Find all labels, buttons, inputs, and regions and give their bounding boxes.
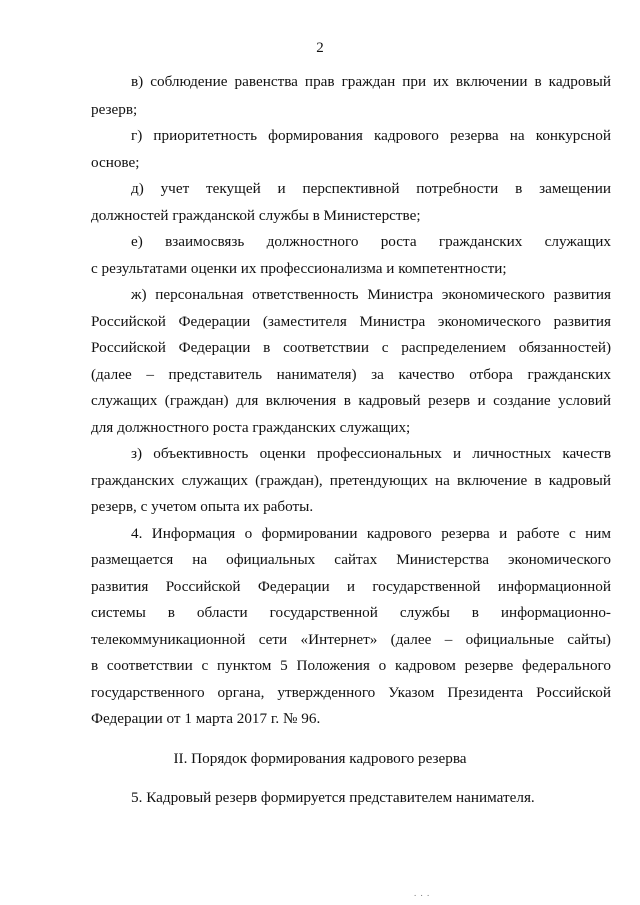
paragraph-4-line-5: телекоммуникационной сети «Интернет» (далее – официальные сайты)	[91, 631, 611, 648]
paragraph-zh-line-3: Российской Федерации в соответствии с распределением обязанностей)	[91, 339, 611, 356]
paragraph-5-line-1: 5. Кадровый резерв формируется представителем нанимателя.	[131, 789, 535, 806]
paragraph-v-line-1: в) соблюдение равенства прав граждан при их включении в кадровый	[131, 73, 611, 90]
paragraph-z-line-2: гражданских служащих (граждан), претендующих на включение в кадровый	[91, 472, 611, 489]
paragraph-zh-line-1: ж) персональная ответственность Министра экономического развития	[131, 286, 611, 303]
page-number: 2	[316, 40, 324, 56]
paragraph-g-line-2: основе;	[91, 154, 140, 171]
paragraph-zh-line-5: служащих (граждан) для включения в кадровый резерв и создание условий	[91, 392, 611, 409]
footer-mark: . . .	[414, 888, 431, 898]
paragraph-e-line-1: е) взаимосвязь должностного роста гражданских служащих	[131, 233, 611, 250]
paragraph-4-line-1: 4. Информация о формировании кадрового резерва и работе с ним	[131, 525, 611, 542]
paragraph-4-line-8: Федерации от 1 марта 2017 г. № 96.	[91, 710, 321, 727]
paragraph-d-line-1: д) учет текущей и перспективной потребности в замещении	[131, 180, 611, 197]
paragraph-4-line-6: в соответствии с пунктом 5 Положения о кадровом резерве федерального	[91, 657, 611, 674]
paragraph-4-line-7: государственного органа, утвержденного Указом Президента Российской	[91, 684, 611, 701]
paragraph-zh-line-6: для должностного роста гражданских служащих;	[91, 419, 411, 436]
paragraph-g-line-1: г) приоритетность формирования кадрового резерва на конкурсной	[131, 127, 611, 144]
section-heading: II. Порядок формирования кадрового резерва	[173, 750, 467, 767]
paragraph-d-line-2: должностей гражданской службы в Министерстве;	[91, 207, 421, 224]
paragraph-z-line-1: з) объективность оценки профессиональных и личностных качеств	[131, 445, 611, 462]
paragraph-zh-line-4: (далее – представитель нанимателя) за качество отбора гражданских	[91, 366, 611, 383]
paragraph-e-line-2: с результатами оценки их профессионализма и компетентности;	[91, 260, 507, 277]
paragraph-zh-line-2: Российской Федерации (заместителя Министра экономического развития	[91, 313, 611, 330]
paragraph-v-line-2: резерв;	[91, 101, 138, 118]
paragraph-4-line-3: развития Российской Федерации и государственной информационной	[91, 578, 611, 595]
paragraph-4-line-2: размещается на официальных сайтах Министерства экономического	[91, 551, 611, 568]
paragraph-4-line-4: системы в области государственной службы в информационно-	[91, 604, 611, 621]
paragraph-z-line-3: резерв, с учетом опыта их работы.	[91, 498, 314, 515]
